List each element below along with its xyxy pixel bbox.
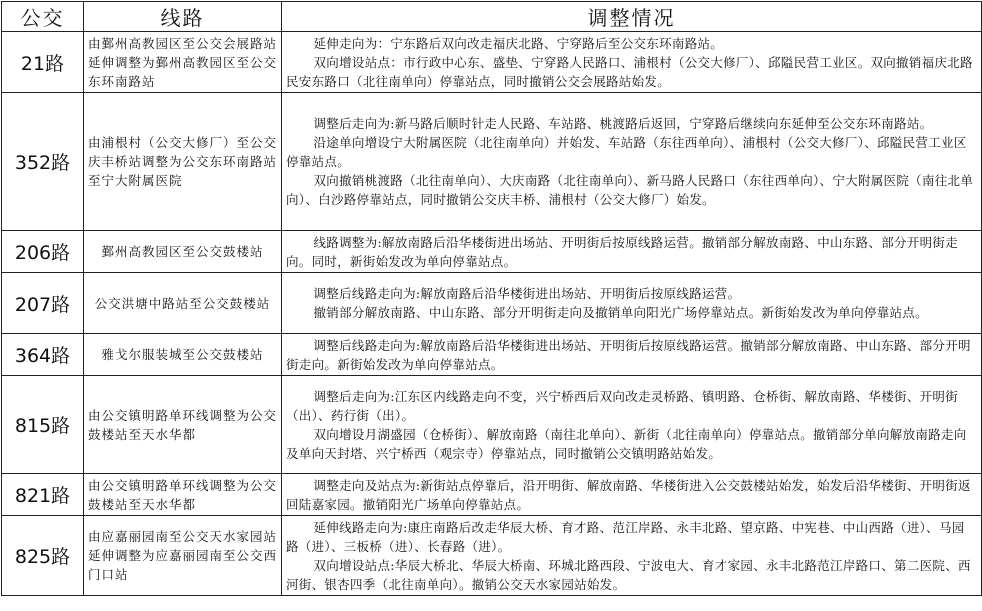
adjustment-detail (282, 474, 982, 516)
header-bus: 公交 (2, 2, 84, 32)
detail-paragraph: 调整走向及站点为:新街站点停靠后，沿开明街、解放南路、华楼街进入公交鼓楼站始发，始发后沿华楼街、开明街返回陆嘉家园。撤销阳光广场单向停靠站点。 (286, 477, 971, 512)
route-adjustment-table (1, 1, 982, 596)
detail-paragraph: 双向增设站点：市行政中心东、盛垫、宁穿路人民路口、浦根村（公交大修厂）、邱隘民营工业区。双向撤销福庆北路民安东路口（北往南单向）停靠站点，同时撤销公交会展路站始发。 (286, 54, 973, 89)
route-number: 364路 (2, 334, 84, 376)
route-change: 鄞州高教园区至公交鼓楼站 (84, 231, 282, 273)
route-change: 由公交镇明路单环线调整为公交鼓楼站至天水华都 (84, 474, 282, 516)
table-row (2, 376, 982, 474)
table-row (2, 231, 982, 273)
route-change: 由公交镇明路单环线调整为公交鼓楼站至天水华都 (84, 376, 282, 474)
detail-paragraph: 双向增设站点:华辰大桥北、华辰大桥南、环城北路西段、宁波电大、育才家园、永丰北路范江岸路口、第二医院、西河街、银杏四季（北往南单向）。撤销公交天水家园站始发。 (286, 557, 971, 592)
route-number: 206路 (2, 231, 84, 273)
detail-paragraph: 调整后线路走向为:解放南路后沿华楼街进出场站、开明街后按原线路运营。撤销部分解放南路、中山东路、部分开明街走向。新街始发改为单向停靠站点。 (286, 337, 971, 372)
adjustment-detail (282, 231, 982, 273)
adjustment-detail (282, 376, 982, 474)
detail-paragraph: 双向撤销桃渡路（北往南单向）、大庆南路（北往南单向）、新马路人民路口（东往西单向）、宁大附属医院（南往北单向）、白沙路停靠站点，同时撤销公交庆丰桥、浦根村（公交大修厂）始发。 (286, 173, 974, 207)
detail-paragraph: 双向增设月湖盛园（仓桥街）、解放南路（南往北单向）、新街（北往南单向）停靠站点。撤销部分单向解放南路走向及单向天封塔、兴宁桥西（观宗寺）停靠站点，同时撤销公交镇明路站始发。 (286, 426, 967, 461)
route-number: 815路 (2, 376, 84, 474)
table-row (2, 273, 982, 334)
detail-paragraph: 沿途单向增设宁大附属医院（北往南单向）并始发、车站路（东往西单向）、浦根村（公交大修厂）、邱隘民营工业区停靠站点。 (286, 135, 967, 169)
table-header-row (2, 2, 982, 32)
table-row (2, 516, 982, 596)
adjustment-detail (282, 32, 982, 93)
detail-paragraph: 调整后走向为:江东区内线路走向不变，兴宁桥西后双向改走灵桥路、镇明路、仓桥街、解放南路、华楼街、开明街（出）、药行街（出）。 (286, 388, 959, 423)
table-row (2, 474, 982, 516)
route-change: 公交洪塘中路站至公交鼓楼站 (84, 273, 282, 334)
table-row (2, 32, 982, 93)
route-number: 21路 (2, 32, 84, 93)
header-adjustment: 调整情况 (282, 2, 982, 32)
route-number: 352路 (2, 93, 84, 231)
route-number: 825路 (2, 516, 84, 596)
adjustment-detail (282, 516, 982, 596)
detail-paragraph: 调整后走向为:新马路后顺时针走人民路、车站路、桃渡路后返回，宁穿路后继续向东延伸至公交东环南路站。 (313, 116, 933, 131)
table-row (2, 334, 982, 376)
adjustment-detail (282, 93, 982, 231)
adjustment-detail (282, 273, 982, 334)
route-number: 207路 (2, 273, 84, 334)
route-change: 由鄞州高教园区至公交会展路站延伸调整为鄞州高教园区至公交东环南路站 (84, 32, 282, 93)
route-change: 由浦根村（公交大修厂）至公交庆丰桥站调整为公交东环南路站至宁大附属医院 (84, 93, 282, 231)
detail-paragraph: 调整后线路走向为:解放南路后沿华楼街进出场站、开明街后按原线路运营。 (313, 286, 741, 301)
detail-paragraph: 线路调整为:解放南路后沿华楼街进出场站、开明街后按原线路运营。撤销部分解放南路、中山东路、部分开明街走向。同时，新街始发改为单向停靠站点。 (286, 234, 959, 269)
table-row (2, 93, 982, 231)
detail-paragraph: 撤销部分解放南路、中山东路、部分开明街走向及撤销单向阳光广场停靠站点。新街始发改为单向停靠站点。 (313, 305, 928, 320)
route-change: 由应嘉丽园南至公交天水家园站延伸调整为应嘉丽园南至公交西门口站 (84, 516, 282, 596)
detail-paragraph: 延伸线路走向为:康庄南路后改走华辰大桥、育才路、范江岸路、永丰北路、望京路、中宪巷、中山西路（进）、马园路（进）、三板桥（进）、长春路（进）。 (286, 519, 965, 554)
adjustment-detail (282, 334, 982, 376)
detail-paragraph: 延伸走向为：宁东路后双向改走福庆北路、宁穿路后至公交东环南路站。 (313, 35, 724, 51)
route-number: 821路 (2, 474, 84, 516)
header-route: 线路 (84, 2, 282, 32)
route-change: 雅戈尔服装城至公交鼓楼站 (84, 334, 282, 376)
